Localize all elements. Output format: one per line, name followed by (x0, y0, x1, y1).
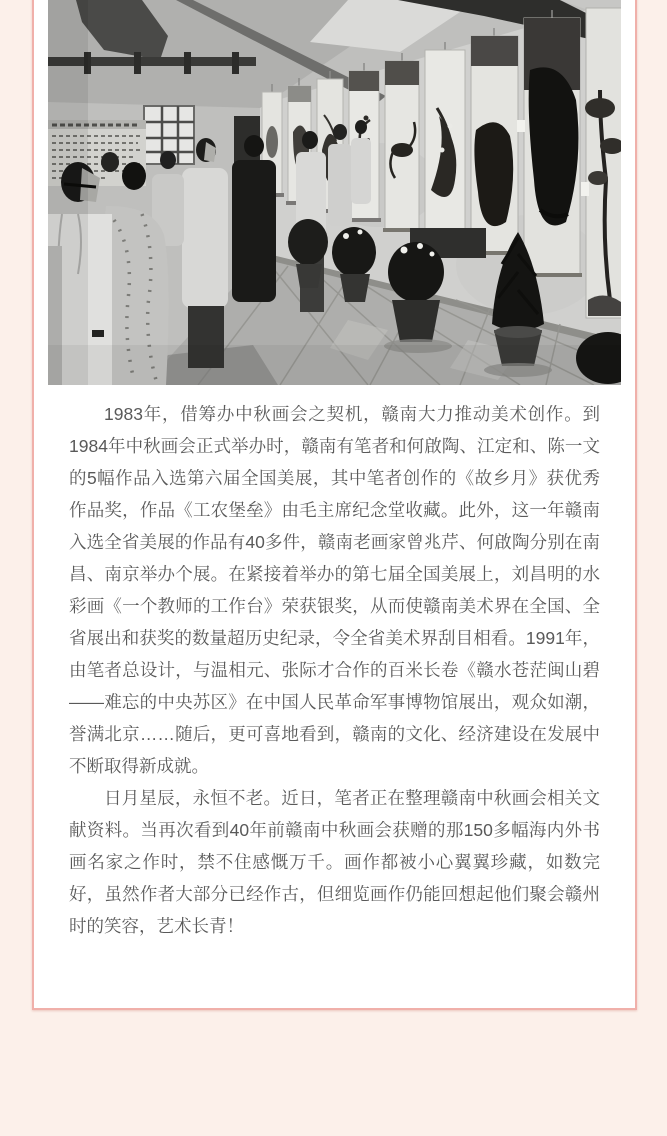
article-paragraph-1: 1983年，借筹办中秋画会之契机，赣南大力推动美术创作。到1984年中秋画会正式举办时，赣南有笔者和何啟陶、江定和、陈一文的5幅作品入选第六届全国美展，其中笔者创作的《故乡月》获优秀作品奖，作品《工农堡垒》由毛主席纪念堂收藏。此外，这一年赣南入选全省美展的作品有40多件，赣南老画家曾兆芹、何啟陶分别在南昌、南京举办个展。在紧接着举办的第七届全国美展上，刘昌明的水彩画《一个教师的工作台》荣获银奖，从而使赣南美术界在全国、全省展出和获奖的数量超历史纪录，令全省美术界刮目相看。1991年，由笔者总设计，与温相元、张际才合作的百米长卷《赣水苍茫闽山碧——难忘的中央苏区》在中国人民革命军事博物馆展出，观众如潮，誉满北京……随后，更可喜地看到，赣南的文化、经济建设在发展中不断取得新成就。 (69, 404, 600, 776)
article-paragraph-2: 日月星辰，永恒不老。近日，笔者正在整理赣南中秋画会相关文献资料。当再次看到40年前赣南中秋画会获赠的那150多幅海内外书画名家之作时，禁不住感慨万千。画作都被小心翼翼珍藏，如数完好，虽然作者大部分已经作古，但细览画作仍能回想起他们聚会赣州时的笑容，艺术长青！ (69, 788, 600, 936)
article-body (34, 398, 635, 942)
exhibition-photo-art (48, 0, 621, 385)
exhibition-photo (48, 0, 621, 385)
content-card (32, 0, 637, 1010)
